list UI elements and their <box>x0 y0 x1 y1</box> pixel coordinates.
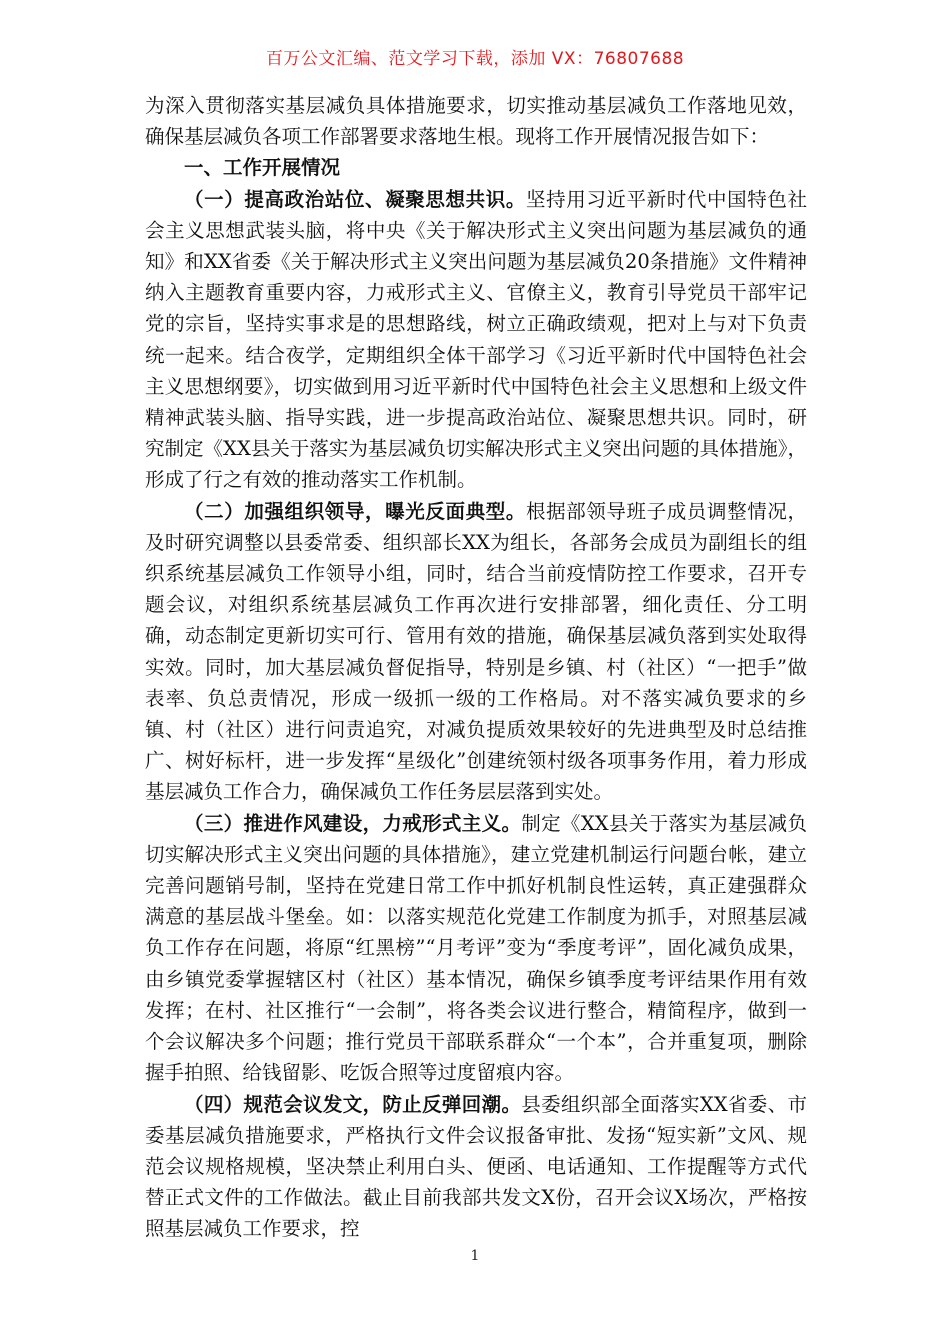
paragraph-lead: （四）规范会议发文，防止反弹回潮。 <box>184 1092 522 1116</box>
paragraph-text: 县委组织部全面落实XX省委、市委基层减负措施要求，严格执行文件会议报备审批、发扬“短实新”文风、规范会议规格规模，坚决禁止利用白头、便函、电话通知、工作提醒等方式代替正式文件的工作做法。截止目前我部共发文X份，召开会议X场次，严格按照基层减负工作要求，控 <box>145 1092 807 1241</box>
paragraph-lead: （三）推进作风建设，力戒形式主义。 <box>184 811 522 835</box>
paragraph-lead: （二）加强组织领导，曝光反面典型。 <box>184 499 526 523</box>
paragraph-item-4 <box>145 1089 807 1245</box>
header-banner: 百万公文汇编、范文学习下载，添加 VX：76807688 <box>265 49 685 69</box>
page-number: 1 <box>470 1248 480 1264</box>
paragraph-lead: （一）提高政治站位、凝聚思想共识。 <box>184 187 526 211</box>
document-body <box>145 90 807 1245</box>
paragraph-item-1 <box>145 184 807 496</box>
section-heading: 一、工作开展情况 <box>184 156 341 180</box>
paragraph-item-2 <box>145 496 807 808</box>
paragraph-text: 制定《XX县关于落实为基层减负切实解决形式主义突出问题的具体措施》，建立党建机制运行问题台帐，建立完善问题销号制，坚持在党建日常工作中抓好机制良性运转，真正建强群众满意的基层战斗堡垒。如：以落实规范化党建工作制度为抓手，对照基层减负工作存在问题，将原“红黑榜”“月考评”变为“季度考评”，固化减负成果，由乡镇党委掌握辖区村（社区）基本情况，确保乡镇季度考评结果作用有效发挥；在村、社区推行“一会制”，将各类会议进行整合，精简程序，做到一个会议解决多个问题；推行党员干部联系群众“一个本”，合并重复项，删除握手拍照、给钱留影、吃饭合照等过度留痕内容。 <box>145 811 807 1085</box>
paragraph-text: 坚持用习近平新时代中国特色社会主义思想武装头脑，将中央《关于解决形式主义突出问题为基层减负的通知》和XX省委《关于解决形式主义突出问题为基层减负20条措施》文件精神纳入主题教育重要内容，力戒形式主义、官僚主义，教育引导党员干部牢记党的宗旨，坚持实事求是的思想路线，树立正确政绩观，把对上与对下负责统一起来。结合夜学，定期组织全体干部学习《习近平新时代中国特色社会主义思想纲要》，切实做到用习近平新时代中国特色社会主义思想和上级文件精神武装头脑、指导实践，进一步提高政治站位、凝聚思想共识。同时，研究制定《XX县关于落实为基层减负切实解决形式主义突出问题的具体措施》，形成了行之有效的推动落实工作机制。 <box>145 187 807 492</box>
paragraph-item-3 <box>145 808 807 1089</box>
paragraph-text: 根据部领导班子成员调整情况，及时研究调整以县委常委、组织部长XX为组长，各部务会成员为副组长的组织系统基层减负工作领导小组，同时，结合当前疫情防控工作要求，召开专题会议，对组织系统基层减负工作再次进行安排部署，细化责任、分工明确，动态制定更新切实可行、管用有效的措施，确保基层减负落到实处取得实效。同时，加大基层减负督促指导，特别是乡镇、村（社区）“一把手”做表率、负总责情况，形成一级抓一级的工作格局。对不落实减负要求的乡镇、村（社区）进行问责追究，对减负提质效果较好的先进典型及时总结推广、树好标杆，进一步发挥“星级化”创建统领村级各项事务作用，着力形成基层减负工作合力，确保减负工作任务层层落到实处。 <box>145 499 807 804</box>
intro-paragraph: 为深入贯彻落实基层减负具体措施要求，切实推动基层减负工作落地见效，确保基层减负各项工作部署要求落地生根。现将工作开展情况报告如下： <box>145 94 807 149</box>
